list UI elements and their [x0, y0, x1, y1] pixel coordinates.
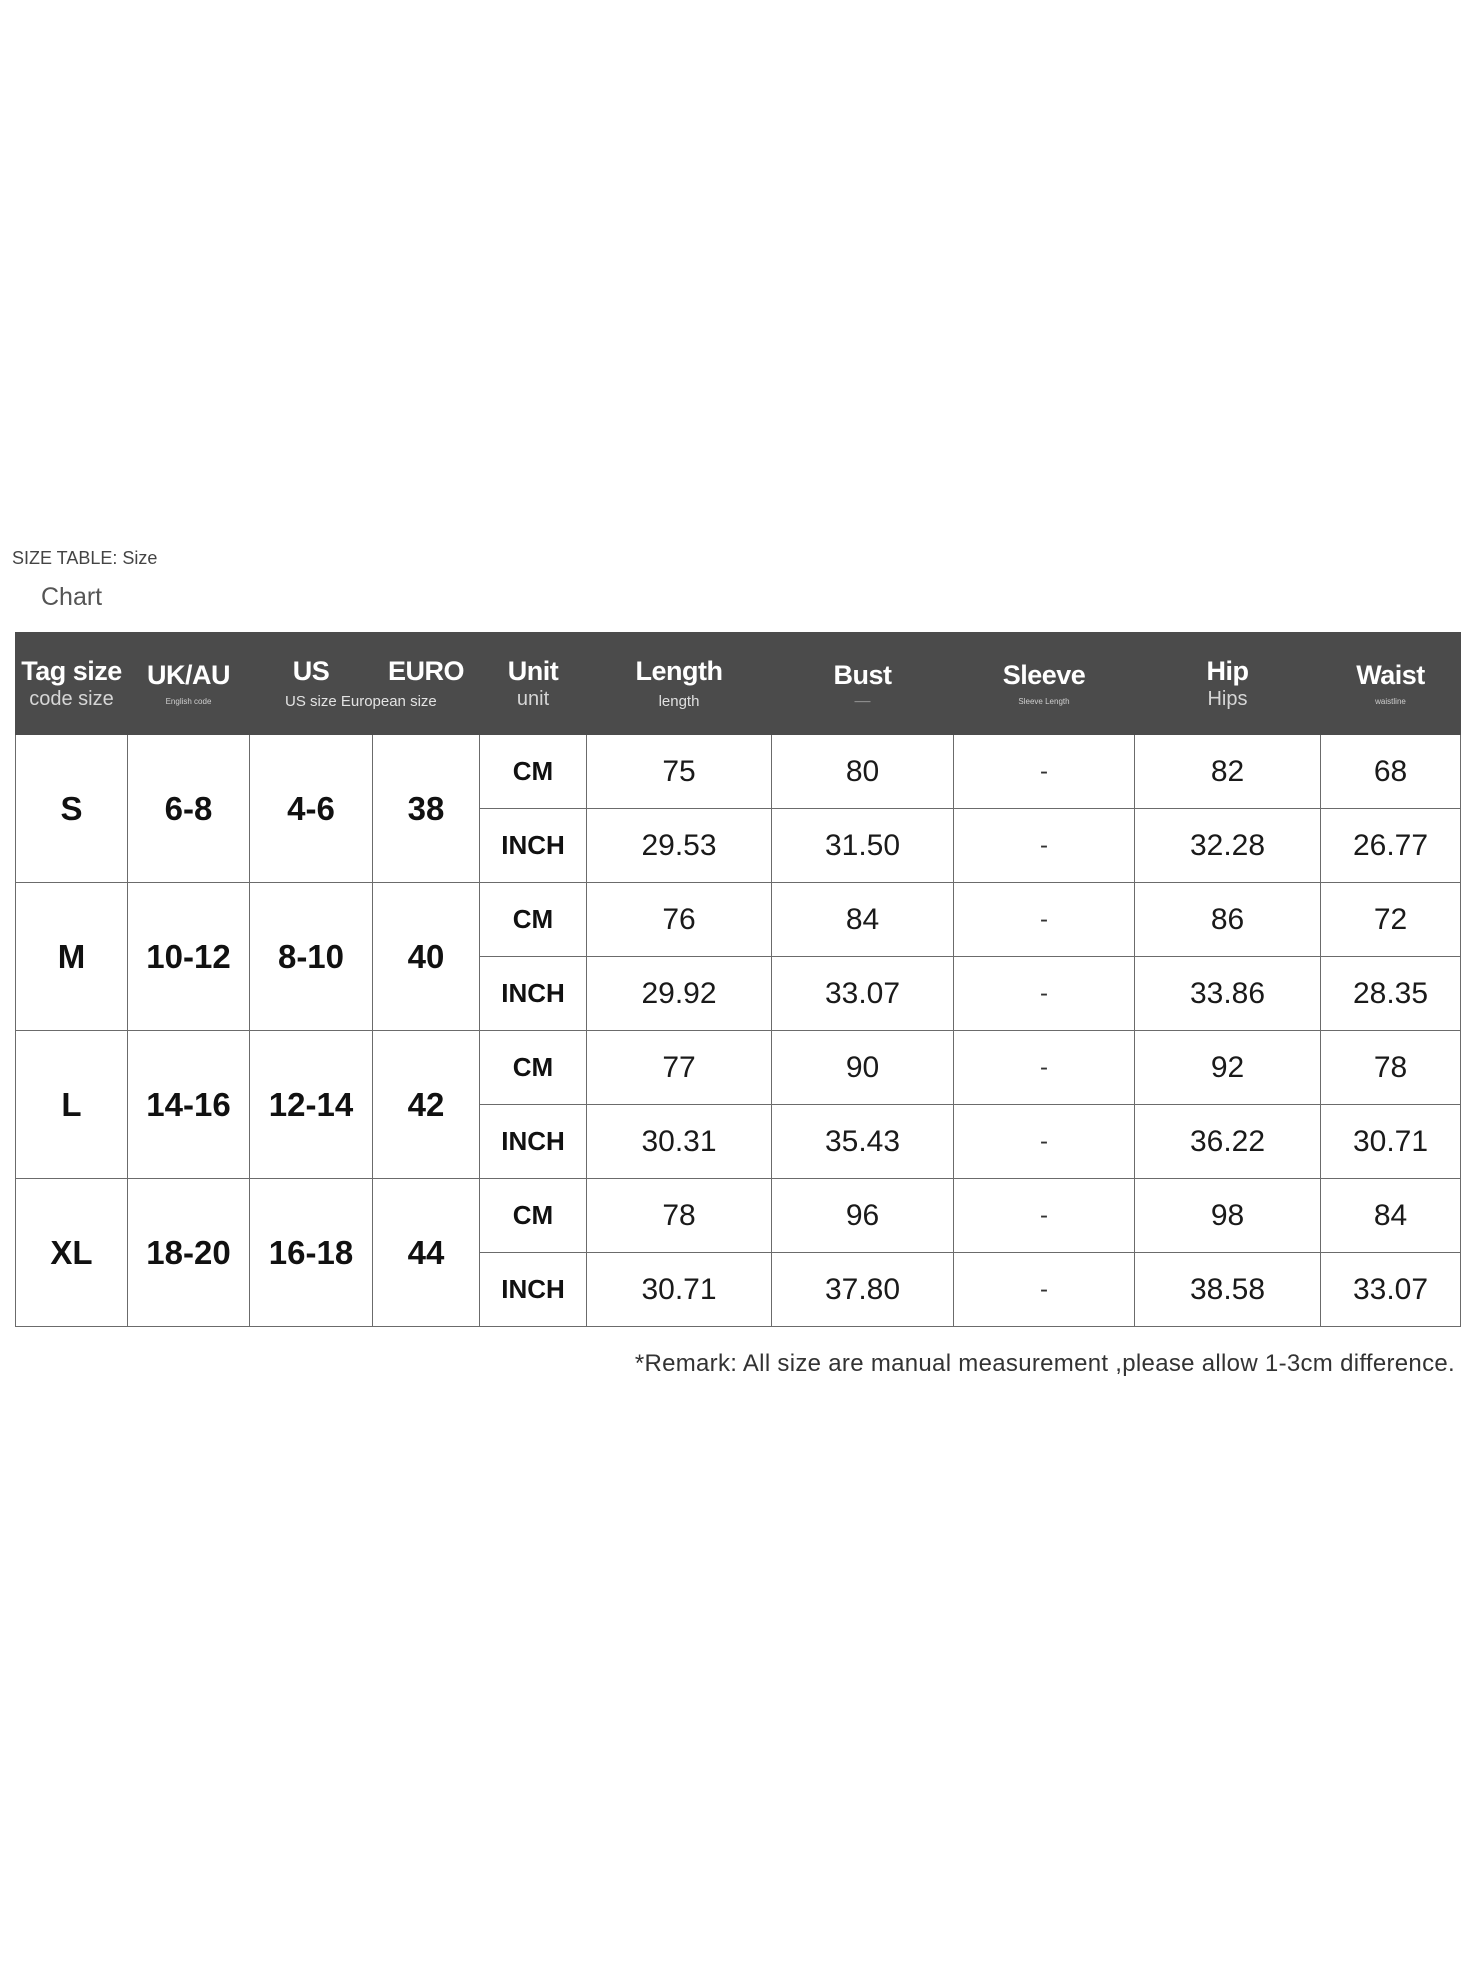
- size-table-caption: SIZE TABLE: Size: [12, 548, 158, 568]
- sleeve-cell: -: [954, 1031, 1135, 1105]
- header-uk-au: UK/AU English code: [128, 633, 250, 735]
- bust-cell: 37.80: [772, 1253, 954, 1327]
- tag-size-cell: L: [16, 1031, 128, 1179]
- hip-cell: 33.86: [1135, 957, 1321, 1031]
- size-chart-table: [15, 632, 1461, 1327]
- waist-cell: 26.77: [1321, 809, 1461, 883]
- unit-cell: CM: [480, 883, 587, 957]
- length-cell: 78: [587, 1179, 772, 1253]
- header-sleeve: Sleeve Sleeve Length: [954, 633, 1135, 735]
- header-length: Length length: [587, 633, 772, 735]
- us-cell: 12-14: [250, 1031, 373, 1179]
- length-cell: 75: [587, 735, 772, 809]
- header-tag-size: Tag size code size: [16, 633, 128, 735]
- remark-note: *Remark: All size are manual measurement ,please allow 1-3cm difference.: [634, 1350, 1455, 1377]
- tag-size-cell: XL: [16, 1179, 128, 1327]
- sleeve-cell: -: [954, 1253, 1135, 1327]
- length-cell: 30.31: [587, 1105, 772, 1179]
- us-euro-subcaption: US size European size: [285, 693, 437, 710]
- hip-cell: 92: [1135, 1031, 1321, 1105]
- header-euro: EURO: [373, 633, 480, 735]
- waist-cell: 78: [1321, 1031, 1461, 1105]
- length-cell: 77: [587, 1031, 772, 1105]
- bust-cell: 96: [772, 1179, 954, 1253]
- waist-cell: 30.71: [1321, 1105, 1461, 1179]
- table-row: [16, 1179, 1461, 1253]
- bust-cell: 35.43: [772, 1105, 954, 1179]
- uk-au-cell: 10-12: [128, 883, 250, 1031]
- header-hip: Hip Hips: [1135, 633, 1321, 735]
- euro-cell: 38: [373, 735, 480, 883]
- hip-cell: 82: [1135, 735, 1321, 809]
- unit-cell: INCH: [480, 1253, 587, 1327]
- waist-cell: 33.07: [1321, 1253, 1461, 1327]
- length-cell: 30.71: [587, 1253, 772, 1327]
- size-table-caption-chart: Chart: [41, 583, 103, 611]
- bust-cell: 80: [772, 735, 954, 809]
- table-row: [16, 735, 1461, 809]
- header-waist: Waist waistline: [1321, 633, 1461, 735]
- unit-cell: INCH: [480, 1105, 587, 1179]
- hip-cell: 32.28: [1135, 809, 1321, 883]
- uk-au-cell: 14-16: [128, 1031, 250, 1179]
- table-body: [16, 735, 1461, 1327]
- header-unit: Unit unit: [480, 633, 587, 735]
- waist-cell: 68: [1321, 735, 1461, 809]
- uk-au-cell: 18-20: [128, 1179, 250, 1327]
- hip-cell: 36.22: [1135, 1105, 1321, 1179]
- waist-cell: 72: [1321, 883, 1461, 957]
- tag-size-cell: S: [16, 735, 128, 883]
- unit-cell: CM: [480, 735, 587, 809]
- us-cell: 16-18: [250, 1179, 373, 1327]
- bust-cell: 31.50: [772, 809, 954, 883]
- sleeve-cell: -: [954, 883, 1135, 957]
- bust-cell: 84: [772, 883, 954, 957]
- euro-cell: 40: [373, 883, 480, 1031]
- unit-cell: CM: [480, 1179, 587, 1253]
- unit-cell: CM: [480, 1031, 587, 1105]
- hip-cell: 98: [1135, 1179, 1321, 1253]
- length-cell: 29.92: [587, 957, 772, 1031]
- header-us: US: [250, 633, 373, 735]
- length-cell: 29.53: [587, 809, 772, 883]
- bust-cell: 33.07: [772, 957, 954, 1031]
- hip-cell: 38.58: [1135, 1253, 1321, 1327]
- sleeve-cell: -: [954, 809, 1135, 883]
- euro-cell: 42: [373, 1031, 480, 1179]
- sleeve-cell: -: [954, 1105, 1135, 1179]
- header-bust: Bust ——: [772, 633, 954, 735]
- tag-size-cell: M: [16, 883, 128, 1031]
- unit-cell: INCH: [480, 957, 587, 1031]
- sleeve-cell: -: [954, 1179, 1135, 1253]
- unit-cell: INCH: [480, 809, 587, 883]
- uk-au-cell: 6-8: [128, 735, 250, 883]
- sleeve-cell: -: [954, 957, 1135, 1031]
- bust-cell: 90: [772, 1031, 954, 1105]
- waist-cell: 28.35: [1321, 957, 1461, 1031]
- table-row: [16, 883, 1461, 957]
- us-cell: 4-6: [250, 735, 373, 883]
- table-row: [16, 1031, 1461, 1105]
- waist-cell: 84: [1321, 1179, 1461, 1253]
- us-cell: 8-10: [250, 883, 373, 1031]
- hip-cell: 86: [1135, 883, 1321, 957]
- euro-cell: 44: [373, 1179, 480, 1327]
- length-cell: 76: [587, 883, 772, 957]
- sleeve-cell: -: [954, 735, 1135, 809]
- table-header-row: [16, 633, 1461, 735]
